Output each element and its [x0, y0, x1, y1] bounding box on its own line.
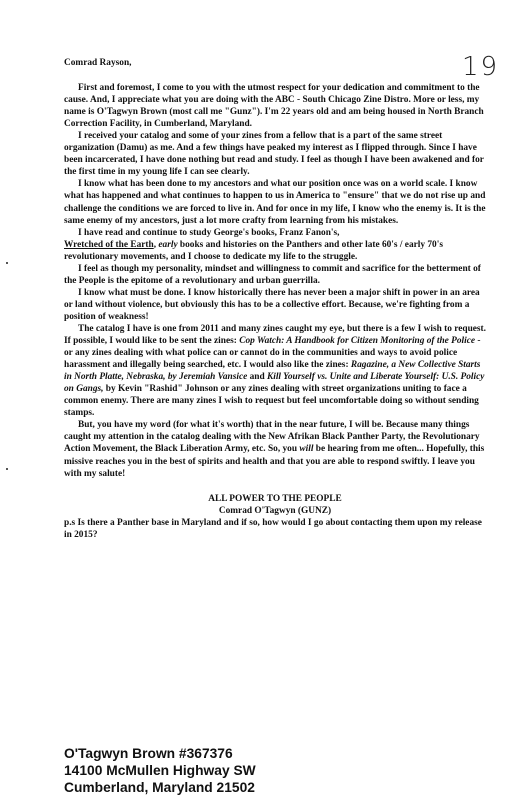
address-street: 14100 McMullen Highway SW [64, 763, 256, 778]
scan-mark [6, 262, 8, 264]
scan-mark [6, 468, 8, 470]
closing-block [64, 493, 486, 517]
page-number: 19 [462, 52, 500, 82]
address-name: O'Tagwyn Brown #367376 [64, 746, 233, 761]
paragraph-must-be-done: I know what must be done. I know historically there has never been a major shift in power in an area or land without violence, but obviously this has to be a collective effort. Because, we're fighting from a position of weakness! [64, 287, 480, 322]
letter-body [64, 57, 486, 541]
zine-title-cop-watch: Cop Watch: A Handbook for Citizen Monitoring of the Police [239, 336, 476, 347]
request-text: and [247, 372, 267, 383]
zine-title-ragazine: Ragazine, a New Collective Starts in North Platte, Nebraska, by Jeremiah Vansice [64, 360, 481, 383]
closing-slogan: ALL POWER TO THE PEOPLE [208, 493, 342, 504]
reading-text: books and histories on the Panthers and other late 60's / early 70's revolutionary movements, and I choose to dedicate my life to the struggle. [64, 239, 443, 262]
zine-title-kill-yourself: Kill Yourself vs. Unite and Liberate Yourself: U.S. Policy on Gangs, [64, 372, 485, 395]
request-text: The catalog I have is one from 2011 and many zines caught my eye, but there is a few I wish to request. If possible, I would like to be sent the zines: [64, 323, 487, 347]
promise-text: be hearing from me often... Hopefully, this missive reaches you in the best of spirits and health and that you are able to respond swiftly. I leave you with my salute! [64, 444, 485, 479]
book-title: Wretched of the Earth [64, 239, 154, 250]
return-address [64, 745, 256, 796]
emphasis-will: will [299, 444, 314, 455]
salutation: Comrad Rayson, [64, 58, 132, 68]
reading-text: I have read and continue to study George's books, Franz Fanon's, [78, 227, 340, 238]
paragraph-catalog: I received your catalog and some of your zines from a fellow that is a part of the same street organization (Damu) as me. And a few things have peaked my interest as I flipped through. Since I have been incarcerated, I have done nothing but read and study. I feel as though I have been awakened and for the first time in my young life I can see clearly. [64, 131, 484, 178]
paragraph-reading [64, 227, 486, 263]
paragraph-ancestors: I know what has been done to my ancestors and what our position once was on a world scale. I know what has happened and what continues to happen to us in America to "ensure" that we do not rise up and challenge the conditions we are forced to live in. And for once in my life, I know who the enemy is. It is the same enemy of my ancestors, just a lot more crafty from learning from his mistakes. [64, 179, 486, 226]
paragraph-zine-request [64, 323, 486, 419]
promise-text: But, you have my word (for what it's worth) that in the near future, I will be. Because many things caught my attention in the catalog dealing with the New Afrikan Black Panther Party, the Revolutionary Action Movement, the Black Liberation Army, etc. So, you [64, 420, 480, 455]
closing-signature: Comrad O'Tagwyn (GUNZ) [218, 505, 332, 516]
request-text: - or any zines dealing with what police can or cannot do in the communities and ways to avoid police harassment and illegally being searched, etc. I would also like the zines: [64, 336, 481, 371]
paragraph-intro: First and foremost, I come to you with the utmost respect for your dedication and commitment to the cause. And, I appreciate what you are doing with the ABC - South Chicago Zine Distro. More or less, my name is O'Tagwyn Brown (most call me "Gunz"). I'm 22 years old and am being housed in North Branch Correction Facility, in Cumberland, Maryland. [64, 83, 484, 130]
paragraph-promise [64, 419, 486, 479]
paragraph-personality: I feel as though my personality, mindset and willingness to commit and sacrifice for the betterment of the People is the epitome of a revolutionary and urban guerrilla. [64, 263, 481, 286]
address-city: Cumberland, Maryland 21502 [64, 780, 255, 795]
request-text: by Kevin "Rashid" Johnson or any zines dealing with street organizations uniting to face a common enemy. There are many zines I wish to request but feel uncomfortable doing so without sending stamps. [64, 384, 479, 419]
emphasis-early: early [158, 239, 178, 250]
reading-text: , [153, 239, 159, 250]
postscript: p.s Is there a Panther base in Maryland and if so, how would I go about contacting them upon my release in 2015? [64, 517, 482, 540]
